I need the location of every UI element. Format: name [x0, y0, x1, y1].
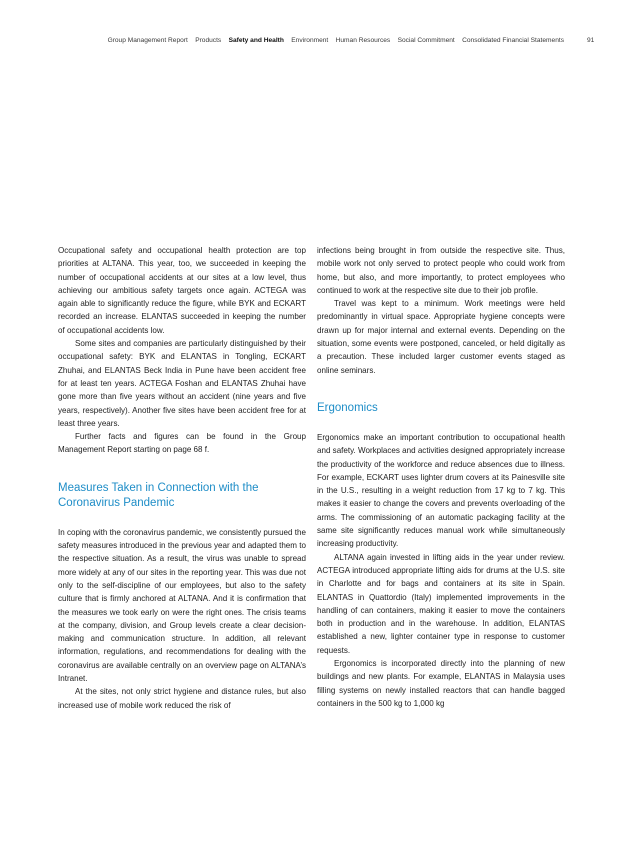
nav-item-consolidated-financial-statements[interactable]: Consolidated Financial Statements — [462, 37, 564, 44]
page-number: 91 — [587, 37, 595, 44]
paragraph-mobile-work: infections being brought in from outside the respective site. Thus, mobile work not only served to protect people who could work from home, but also, and more importantly, to protect employees who continued to work at the respective site due to their job profile. — [317, 246, 565, 295]
paragraph-coronavirus-coping: In coping with the coronavirus pandemic, we consistently pursued the safety measures introduced in the previous year and adapted them to the respective situation. As a result, the virus was unable to spread more widely at any of our sites in the reporting year. This was due not only to the self-discipline of our employees, but also to the safety culture that is firmly anchored at ALTANA. And it is confirmation that the measures we took early on were the right ones. The crisis teams at the company, division, and Group levels create a clear decision-making and communication structure. In addition, all relevant information, regulations, and recommendations for dealing with the coronavirus are available centrally on an overview page on ALTANA’s Intranet. — [58, 527, 306, 684]
paragraph-lifting-aids: ALTANA again invested in lifting aids in the year under review. ACTEGA introduced appropriate lifting aids for drums at the U.S. site in Charlotte and for bags and containers at its site in Spain. ELANTAS in Quattordio (Italy) implemented improvements in the handling of can containers, making it easier to move the containers both in production and in the warehouse. In addition, ELANTAS established a new, lighter container type in response to customer requests. — [317, 552, 565, 655]
nav-item-group-management-report[interactable]: Group Management Report — [107, 37, 188, 44]
paragraph-ergonomics-planning: Ergonomics is incorporated directly into the planning of new buildings and new plants. For example, ELANTAS in Malaysia uses filling systems on newly installed reactors that can handle bagged containers in the 500 kg to 1,000 kg — [317, 659, 565, 708]
section-nav — [102, 37, 564, 44]
paragraph-hygiene-rules: At the sites, not only strict hygiene and distance rules, but also increased use of mobile work reduced the risk of — [58, 687, 306, 710]
heading-coronavirus-measures: Measures Taken in Connection with the Coronavirus Pandemic — [58, 481, 259, 509]
right-column — [317, 244, 565, 710]
left-column — [58, 244, 306, 712]
nav-item-social-commitment[interactable]: Social Commitment — [397, 37, 455, 44]
paragraph-safety-priorities: Occupational safety and occupational health protection are top priorities at ALTANA. This year, too, we succeeded in keeping the number of occupational accidents at our sites at a low level, thus achieving our ambitious safety targets once again. ACTEGA was again able to significantly reduce the figure, while BYK and ECKART recorded an increase. ELANTAS succeeded in keeping the number of occupational accidents low. — [58, 246, 306, 335]
paragraph-ergonomics-intro: Ergonomics make an important contribution to occupational health and safety. Workplaces and activities designed appropriately increase the productivity of the workforce and reduce absences due to illness. For example, ECKART uses lighter drum covers at its Painesville site in the U.S., resulting in a weight reduction from 17 kg to 7 kg. This makes it easier to change the covers and prevents overloading of the arms. The commissioning of an automatic packaging facility at the same site significantly reduces manual work while simultaneously increasing productivity. — [317, 432, 565, 549]
nav-item-products[interactable]: Products — [195, 37, 222, 44]
paragraph-further-facts: Further facts and figures can be found in the Group Management Report starting on page 68 f. — [58, 432, 306, 455]
nav-item-human-resources[interactable]: Human Resources — [335, 37, 391, 44]
page-header — [0, 37, 634, 49]
heading-ergonomics: Ergonomics — [317, 401, 378, 414]
paragraph-travel: Travel was kept to a minimum. Work meetings were held predominantly in virtual space. Appropriate hygiene concepts were drawn up for major internal and external events. Depending on the situation, some events were postponed, canceled, or held digitally as a precaution. These included larger customer events staged as online seminars. — [317, 299, 565, 375]
nav-item-safety-and-health[interactable]: Safety and Health — [228, 37, 284, 44]
paragraph-accident-free-sites: Some sites and companies are particularly distinguished by their occupational safety: BYK and ELANTAS in Tongling, ECKART Zhuhai, and ELANTAS Beck India in Pune have been accident free for at least ten years. ACTEGA Foshan and ELANTAS Zhuhai have gone more than five years without an accident (nine years and five years, respectively). Another five sites have been accident free for at least three years. — [58, 339, 306, 428]
nav-item-environment[interactable]: Environment — [291, 37, 329, 44]
